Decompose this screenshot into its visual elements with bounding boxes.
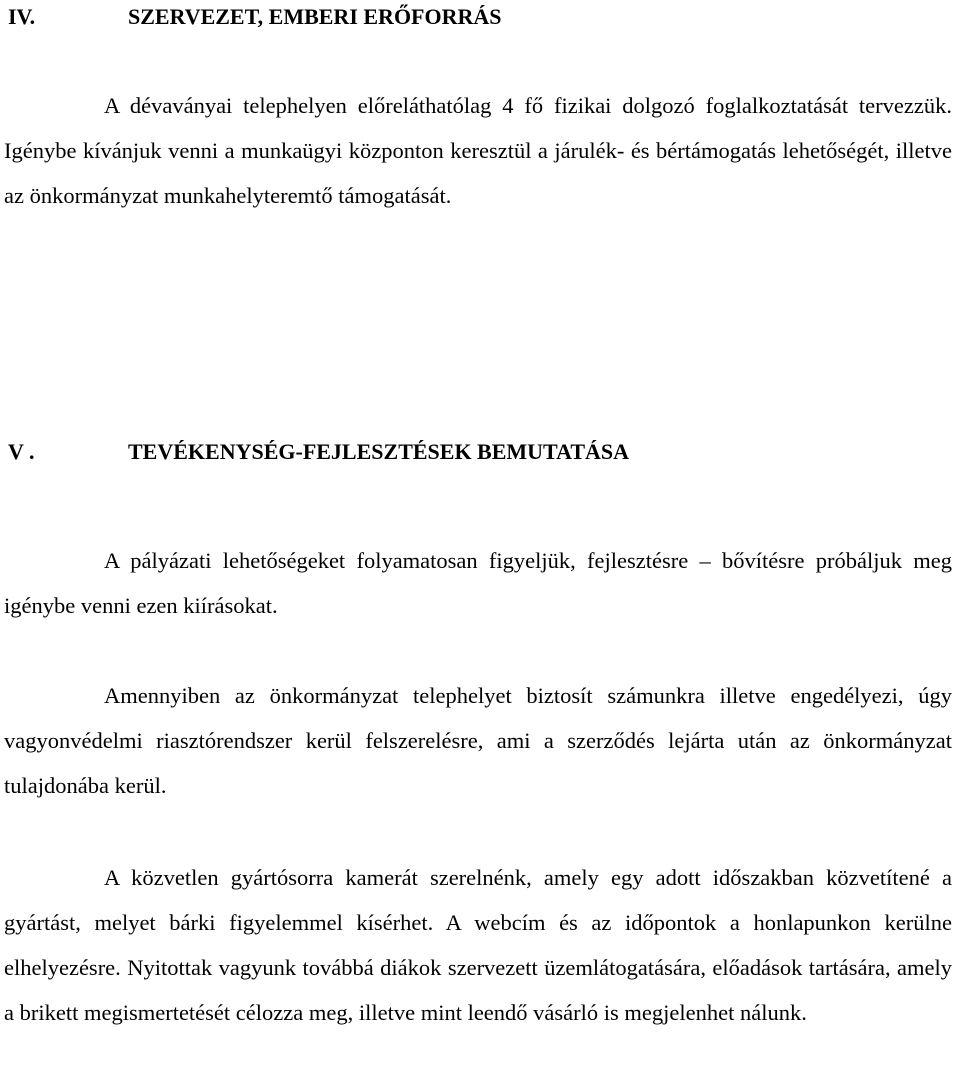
section-title: TEVÉKENYSÉG-FEJLESZTÉSEK BEMUTATÁSA (128, 439, 630, 464)
section-heading-iv (8, 2, 502, 32)
section-title: SZERVEZET, EMBERI ERŐFORRÁS (128, 4, 502, 29)
paragraph-tenders: A pályázati lehetőségeket folyamatosan figyeljük, fejlesztésre – bővítésre próbáljuk meg igénybe venni ezen kiírásokat. (4, 548, 952, 618)
paragraph-staffing: A dévaványai telephelyen előreláthatólag 4 fő fizikai dolgozó foglalkoztatását tervezzük. Igénybe kívánjuk venni a munkaügyi központon keresztül a járulék- és bértámogatás lehetőségét, illetve az önkormányzat munkahelyteremtő támogatását. (4, 93, 952, 208)
section-heading-v (8, 437, 629, 467)
paragraph-security-system: Amennyiben az önkormányzat telephelyet biztosít számunkra illetve engedélyezi, úgy vagyonvédelmi riasztórendszer kerül felszerelésre, ami a szerződés lejárta után az önkormányzat tulajdonába kerül. (4, 683, 952, 798)
section-number: V . (8, 439, 35, 464)
paragraph-camera-streaming: A közvetlen gyártósorra kamerát szerelnénk, amely egy adott időszakban közvetítené a gyártást, melyet bárki figyelemmel kísérhet. A webcím és az időpontok a honlapunkon kerülne elhelyezésre. Nyitottak vagyunk továbbá diákok szervezett üzemlátogatására, előadások tartására, amely a brikett megismertetését célozza meg, illetve mint leendő vásárló is megjelenhet nálunk. (4, 865, 952, 1025)
section-number: IV. (8, 4, 36, 29)
